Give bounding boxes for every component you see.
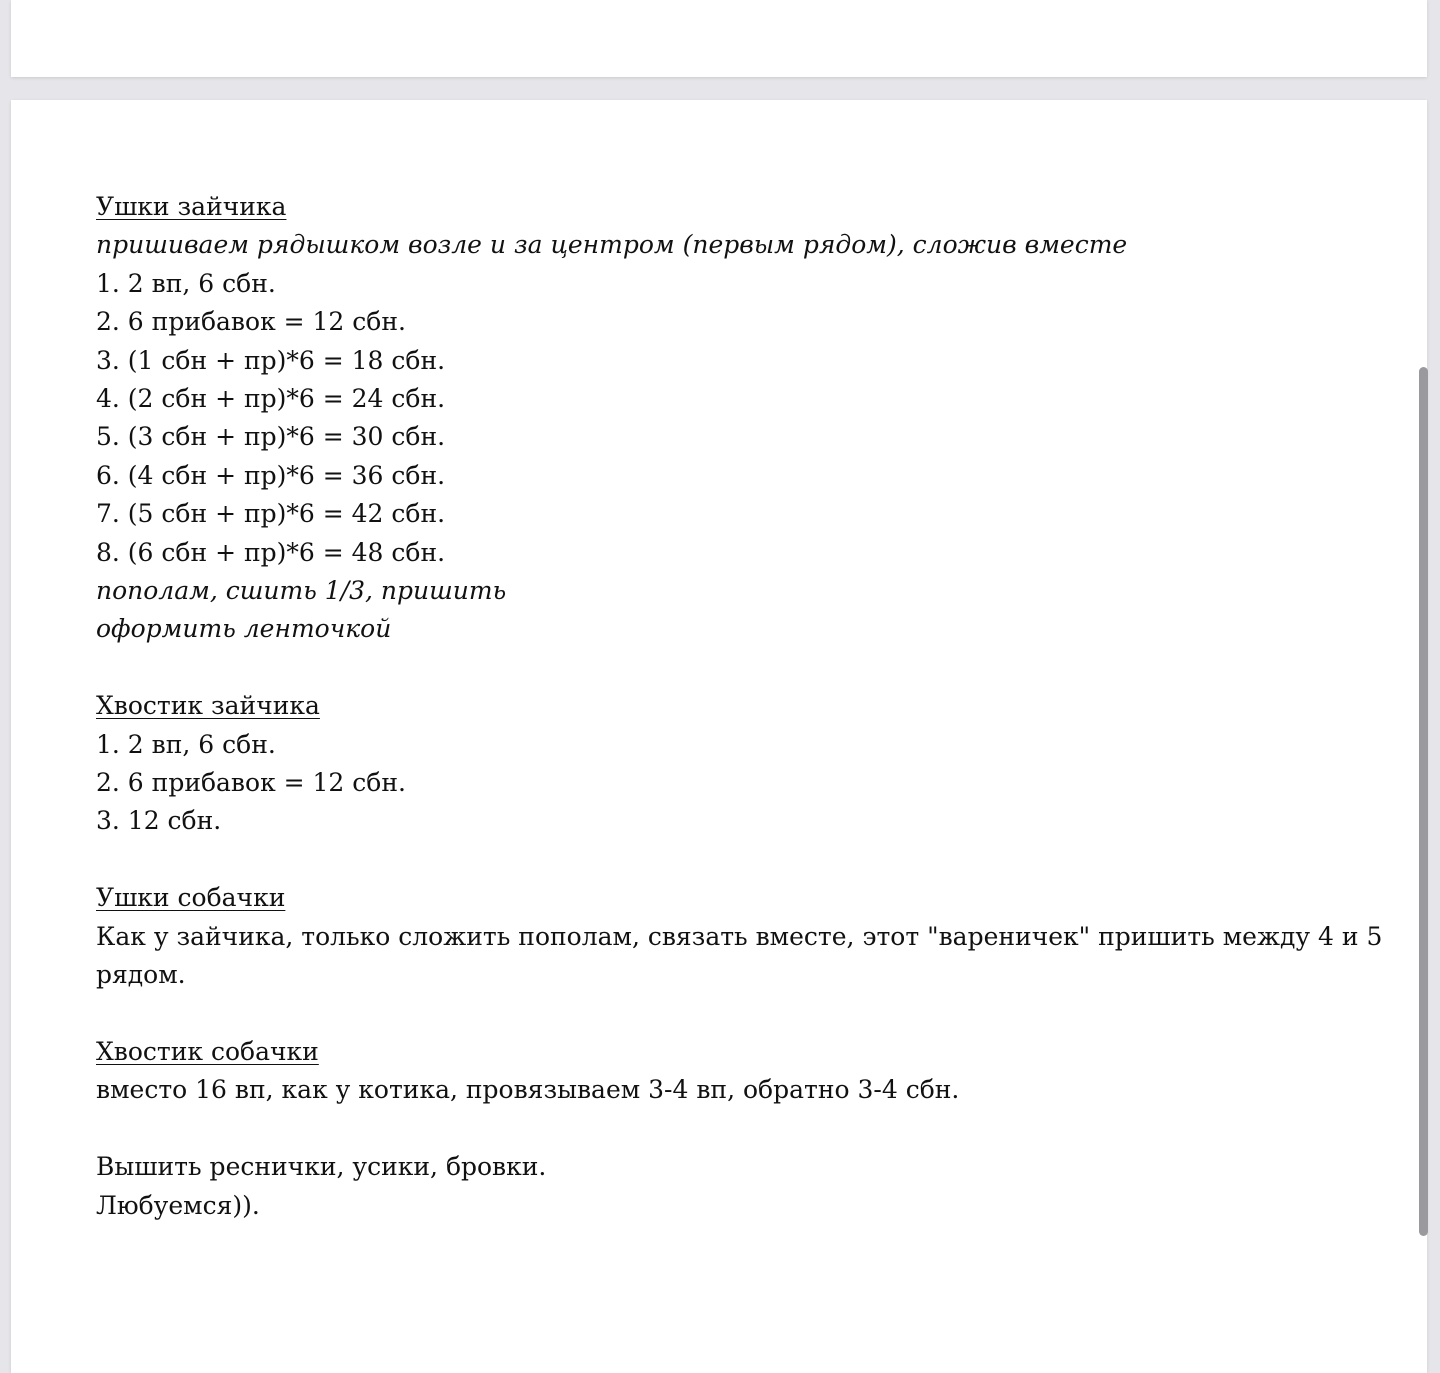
row-item: 1. 2 вп, 6 сбн. [96,268,276,298]
row-item: 6. (4 сбн + пр)*6 = 36 сбн. [96,460,446,490]
row-item: 2. 6 прибавок = 12 сбн. [96,307,406,337]
spacer [96,841,1396,879]
section-title-bunny-tail: Хвостик зайчика [96,691,320,721]
row-item: 3. (1 сбн + пр)*6 = 18 сбн. [96,345,446,375]
row-item: 5. (3 сбн + пр)*6 = 30 сбн. [96,422,446,452]
row-item: 8. (6 сбн + пр)*6 = 48 сбн. [96,537,446,567]
bunny-ears-after-note: оформить ленточкой [96,614,392,644]
row-item: 7. (5 сбн + пр)*6 = 42 сбн. [96,499,446,529]
document-page [11,100,1427,1373]
row-item: 2. 6 прибавок = 12 сбн. [96,768,406,798]
row-item: 4. (2 сбн + пр)*6 = 24 сбн. [96,384,446,414]
document-content [96,188,1396,1225]
dog-ears-text: Как у зайчика, только сложить пополам, связать вместе, этот "вареничек" пришить между 4 и 5 рядом. [96,921,1383,990]
finish-line: Вышить реснички, усики, бровки. [96,1152,547,1182]
section-title-dog-tail: Хвостик собачки [96,1036,319,1066]
spacer [96,995,1396,1033]
section-title-dog-ears: Ушки собачки [96,883,286,913]
previous-page [11,0,1427,77]
spacer [96,1110,1396,1148]
dog-tail-text: вместо 16 вп, как у котика, провязываем 3-4 вп, обратно 3-4 сбн. [96,1075,960,1105]
bunny-ears-note: пришиваем рядышком возле и за центром (первым рядом), сложив вместе [96,230,1128,260]
section-title-bunny-ears: Ушки зайчика [96,192,287,221]
spacer [96,649,1396,687]
row-item: 3. 12 сбн. [96,806,222,836]
row-item: 1. 2 вп, 6 сбн. [96,729,276,759]
bunny-ears-after-note: пополам, сшить 1/3, пришить [96,576,507,606]
finish-line: Любуемся)). [96,1190,260,1220]
scrollbar-thumb[interactable] [1419,367,1428,1236]
